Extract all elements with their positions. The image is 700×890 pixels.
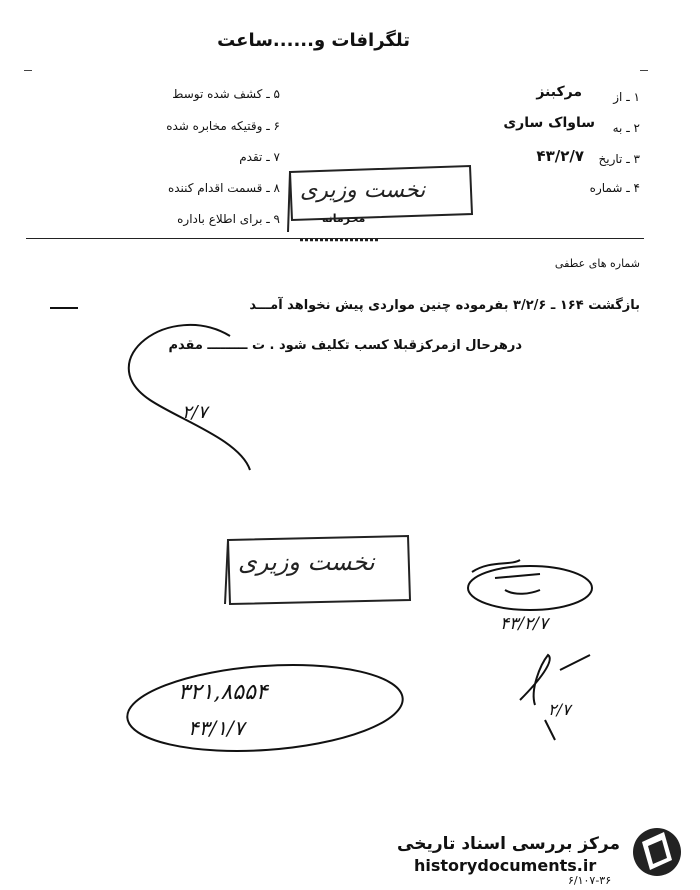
signature-oval [468,566,592,610]
reference-numbers-label: شماره های عطفی [554,257,640,270]
file-date: ۴۳/۱/۷ [188,716,245,740]
field-to-value: ساواک ساری [503,115,595,131]
document-title: تلگرافات و......ساعت [217,30,410,51]
field-for-information: ۹ ـ برای اطلاع باداره [177,212,280,226]
right-signature [520,655,590,740]
file-number: ۳۲۱,۸۵۵۴ [178,680,268,705]
right-mark: ۲/۷ [548,700,571,719]
field-number-label: ۴ ـ شماره [589,181,640,195]
footer-doc-code: ۶/۱۰۷-۳۶ [568,874,612,887]
margin-note: ۲/۷ [182,402,208,423]
signature-date: ۴۳/۲/۷ [500,614,548,634]
field-priority: ۷ ـ تقدم [239,150,280,164]
field-transmitted-when: ۶ ـ وقتیکه مخابره شده [166,119,280,133]
field-to-label: ۲ ـ به [612,121,640,135]
body-line-1: بازگشت ۱۶۴ ـ ۳/۲/۶ بفرموده چنین مواردی پیش نخواهد آمـــد [249,298,640,313]
file-number-oval [124,656,405,759]
stamp-text-bottom: نخست وزیری [238,548,375,576]
footer-website: historydocuments.ir [414,856,597,875]
field-date-value: ۴۳/۲/۷ [536,147,584,165]
field-decoded-by: ۵ ـ کشف شده توسط [172,87,280,101]
field-date-label: ۳ ـ تاریخ [598,152,640,166]
field-from-label: ۱ ـ از [613,90,640,104]
archive-logo-icon [633,828,681,876]
stamp-text-top: نخست وزیری [300,178,426,203]
body-line-2: درهرحال ازمرکزقبلا کسب تکلیف شود . ت ـــــــــ مقدم [168,338,522,353]
stamp-top [288,166,472,240]
secret-mark: محرمانه [322,212,366,225]
field-from-value: مرکبنز [536,84,582,100]
footer-org-name: مرکز بررسی اسناد تاریخی [397,834,620,854]
field-action-section: ۸ ـ قسمت اقدام کننده [167,181,280,195]
stamp-bottom [225,536,410,604]
margin-loop [129,325,250,470]
